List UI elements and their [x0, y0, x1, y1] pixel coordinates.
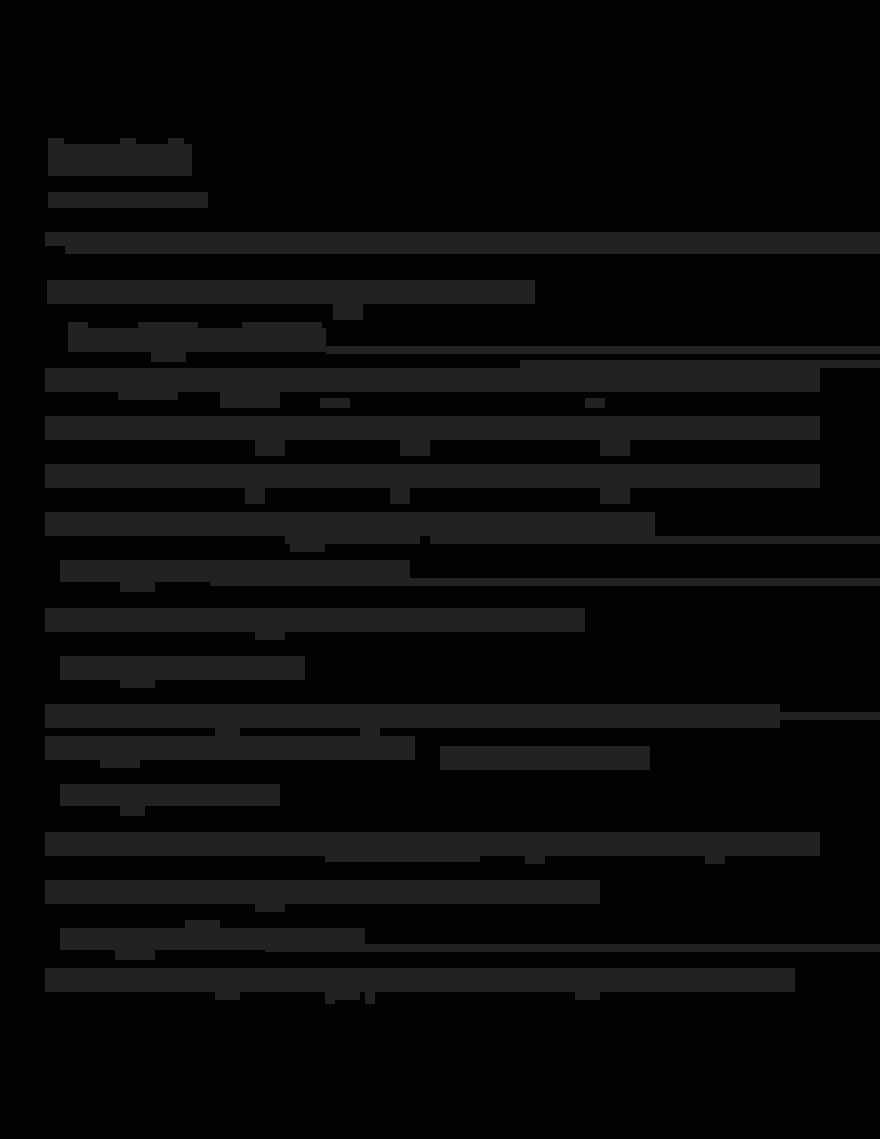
redaction-block [220, 392, 280, 408]
redaction-block [430, 536, 880, 544]
redaction-block [333, 280, 363, 320]
redaction-block [600, 752, 620, 764]
redaction-block [45, 880, 600, 904]
redaction-block [585, 398, 605, 408]
redaction-block [60, 928, 260, 950]
redaction-block [120, 576, 155, 592]
redaction-block [375, 280, 535, 304]
redaction-block [68, 322, 88, 330]
redaction-block [255, 624, 285, 640]
redaction-block [255, 896, 285, 912]
redaction-block [215, 984, 240, 1000]
redaction-block [45, 416, 345, 424]
redaction-block [48, 192, 208, 208]
redaction-block [585, 712, 880, 720]
redaction-block [400, 440, 430, 456]
redaction-block [285, 536, 420, 544]
redaction-block [120, 800, 145, 816]
redaction-block [720, 416, 760, 424]
redaction-block [68, 328, 326, 352]
redaction-block [355, 746, 385, 758]
redaction-block [545, 416, 565, 424]
redaction-block [45, 512, 655, 536]
redaction-block [325, 854, 480, 862]
redaction-block [45, 464, 820, 488]
redaction-block [290, 544, 325, 552]
redaction-block [325, 992, 335, 1004]
redaction-block [285, 280, 330, 288]
redaction-block [265, 944, 880, 952]
redaction-block [365, 992, 375, 1004]
redaction-block [45, 368, 820, 392]
redaction-block [175, 784, 280, 806]
redaction-block [115, 944, 155, 960]
redaction-block [320, 398, 350, 408]
redaction-block [360, 720, 380, 736]
redaction-block [45, 968, 795, 992]
redaction-block [600, 440, 630, 456]
redaction-block [120, 138, 136, 146]
redaction-block [210, 578, 880, 586]
redaction-block [705, 848, 725, 864]
redaction-block [390, 488, 410, 504]
redaction-block [185, 920, 220, 950]
redaction-block [600, 488, 630, 504]
redaction-block [100, 752, 140, 768]
redaction-block [245, 488, 265, 504]
redaction-block [215, 720, 240, 736]
redaction-block [525, 848, 545, 864]
redaction-block [151, 352, 186, 362]
redaction-block [325, 608, 580, 632]
redaction-block [48, 144, 192, 176]
redaction-block [280, 832, 600, 840]
redaction-block [500, 720, 520, 728]
redaction-block [65, 246, 880, 254]
redaction-block [120, 672, 155, 688]
redaction-block [138, 322, 198, 330]
redaction-block [255, 440, 285, 456]
redaction-block [185, 656, 305, 680]
redaction-block [600, 232, 880, 238]
redaction-block [48, 138, 64, 146]
redaction-block [520, 360, 880, 368]
redaction-block [242, 322, 322, 330]
redaction-block [326, 346, 880, 354]
redaction-block [168, 138, 184, 146]
redaction-block [575, 984, 600, 1000]
redaction-block [335, 984, 360, 1000]
redaction-block [325, 880, 495, 904]
